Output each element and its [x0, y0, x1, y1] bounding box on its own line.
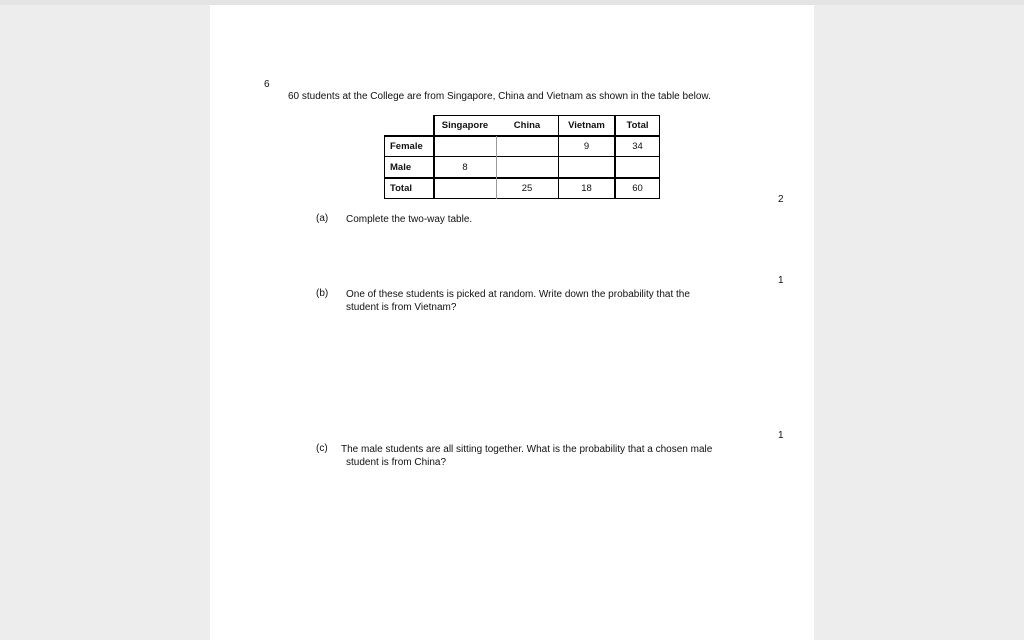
- part-b-line-1: One of these students is picked at random. Write down the probability that the: [346, 289, 690, 300]
- row-header-male: Male: [390, 161, 412, 173]
- part-c-line-2: student is from China?: [346, 457, 447, 468]
- column-header-vietnam: Vietnam: [568, 119, 605, 131]
- part-c-text: [341, 443, 712, 469]
- table-border: [384, 135, 385, 199]
- marks-part-c: 1: [778, 430, 784, 441]
- table-cell: [434, 136, 496, 156]
- column-header-singapore: Singapore: [441, 119, 489, 131]
- column-header-total: Total: [626, 119, 649, 131]
- table-cell: 60: [632, 183, 643, 194]
- part-a-label: (a): [316, 213, 329, 224]
- table-cell: [615, 157, 660, 177]
- table-cell: 25: [521, 183, 533, 194]
- marks-part-a: 2: [778, 194, 784, 205]
- table-cell: 8: [462, 161, 468, 173]
- table-cell: 34: [632, 140, 643, 152]
- row-header-total: Total: [390, 183, 412, 194]
- column-header-china: China: [513, 119, 541, 131]
- table-border: [384, 198, 660, 199]
- table-cell: [496, 157, 558, 177]
- question-number: 6: [264, 79, 270, 90]
- table-border: [384, 156, 660, 157]
- table-border: [614, 115, 616, 199]
- table-cell: 18: [581, 183, 592, 194]
- table-cell: [434, 178, 496, 199]
- table-border: [496, 136, 497, 199]
- question-intro: 60 students at the College are from Singapore, China and Vietnam as shown in the table below.: [288, 91, 711, 102]
- table-border: [434, 115, 660, 116]
- table-border: [433, 115, 435, 199]
- table-cell: 9: [583, 140, 590, 152]
- table-border: [384, 135, 660, 137]
- part-a-text: Complete the two-way table.: [346, 214, 473, 225]
- table-border: [384, 177, 660, 179]
- table-border: [659, 115, 660, 199]
- part-b-text: [346, 288, 690, 314]
- part-b-label: (b): [316, 288, 329, 299]
- part-c-label: (c): [316, 443, 328, 454]
- two-way-table: [384, 115, 660, 199]
- table-border: [558, 115, 559, 199]
- table-cell: [558, 157, 615, 177]
- row-header-female: Female: [390, 140, 423, 152]
- marks-part-b: 1: [778, 275, 784, 286]
- part-c-line-1: The male students are all sitting together. What is the probability that a chosen male: [341, 444, 713, 455]
- document-page: [210, 5, 814, 640]
- table-cell: [496, 136, 558, 156]
- part-b-line-2: student is from Vietnam?: [346, 302, 457, 313]
